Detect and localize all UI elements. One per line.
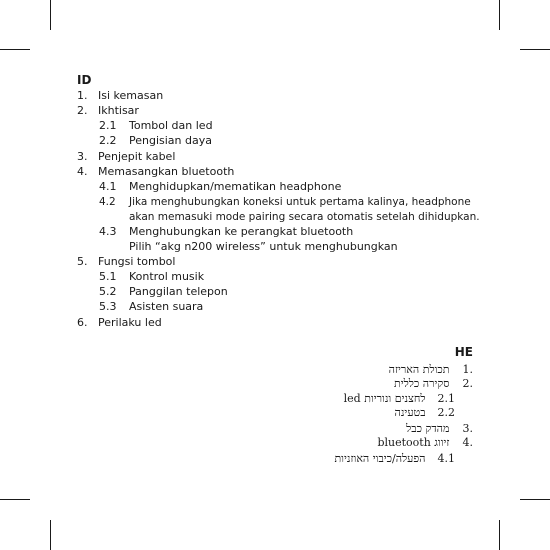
toc-text: Menghubungkan ke perangkat bluetooth xyxy=(129,225,354,238)
toc-text: Jika menghubungkan koneksi untuk pertama kalinya, headphone xyxy=(129,196,471,208)
toc-number: 5.3 xyxy=(99,300,117,313)
toc-number: 5.2 xyxy=(99,285,117,298)
toc-number: .1 xyxy=(462,363,473,376)
toc-text: Penjepit kabel xyxy=(98,150,176,163)
toc-text: Pilih “akg n200 wireless” untuk menghubungkan xyxy=(129,240,398,253)
he-toc-item-2-2 xyxy=(395,406,455,420)
toc-text: Asisten suara xyxy=(129,300,204,313)
crop-mark-right-bottom xyxy=(520,499,550,500)
toc-text: לחצנים ונוריות led xyxy=(343,392,426,405)
toc-number: 2.1 xyxy=(99,119,117,132)
toc-text: Pengisian daya xyxy=(129,134,212,147)
toc-text: Kontrol musik xyxy=(129,270,205,283)
toc-text: Memasangkan bluetooth xyxy=(98,165,235,178)
toc-number: 2.2 xyxy=(437,406,455,419)
toc-text: מהדק כבל xyxy=(406,422,450,435)
toc-number: 4. xyxy=(77,165,88,178)
crop-mark-right-top xyxy=(520,49,550,50)
he-toc-item-1 xyxy=(389,363,473,377)
toc-number: 2. xyxy=(77,104,88,117)
toc-text: תכולת האריזה xyxy=(388,363,450,376)
toc-number: 2.2 xyxy=(99,134,117,147)
toc-text: סקירה כללית xyxy=(393,377,450,390)
toc-text: Ikhtisar xyxy=(98,104,139,117)
toc-number: .3 xyxy=(462,422,473,435)
toc-number: 4.2 xyxy=(99,196,116,208)
crop-mark-top-right xyxy=(499,0,500,30)
he-toc-item-2-1 xyxy=(344,392,455,406)
toc-number: 4.1 xyxy=(437,452,455,465)
toc-text: Fungsi tombol xyxy=(98,255,176,268)
he-toc-item-3 xyxy=(406,422,473,436)
crop-mark-bottom-right xyxy=(499,520,500,550)
toc-text: Menghidupkan/mematikan headphone xyxy=(129,180,342,193)
crop-mark-left-bottom xyxy=(0,499,30,500)
crop-mark-bottom-left xyxy=(50,520,51,550)
he-toc-item-4-1 xyxy=(334,452,455,466)
toc-text: Isi kemasan xyxy=(98,89,164,102)
toc-number: .4 xyxy=(462,436,473,449)
toc-text: Perilaku led xyxy=(98,316,162,329)
toc-number: .2 xyxy=(462,377,473,390)
toc-number: 6. xyxy=(77,316,88,329)
toc-text: Panggilan telepon xyxy=(129,285,228,298)
section-heading-id: ID xyxy=(77,73,92,87)
toc-text: זיווג bluetooth xyxy=(377,436,450,449)
crop-mark-top-left xyxy=(50,0,51,30)
toc-number: 1. xyxy=(77,89,88,102)
he-toc-item-2 xyxy=(394,377,473,391)
toc-number: 5. xyxy=(77,255,88,268)
toc-number: 4.1 xyxy=(99,180,117,193)
he-toc-item-4 xyxy=(377,436,473,450)
toc-text: הפעלה/כיבוי האוזניות xyxy=(334,452,426,465)
toc-number: 2.1 xyxy=(437,392,455,405)
toc-text: akan memasuki mode pairing secara otomatis setelah dihidupkan. xyxy=(129,211,480,223)
section-heading-he: HE xyxy=(454,345,473,359)
toc-text: בטעינה xyxy=(394,406,426,419)
toc-number: 3. xyxy=(77,150,88,163)
toc-number: 5.1 xyxy=(99,270,117,283)
crop-mark-left-top xyxy=(0,49,30,50)
toc-number: 4.3 xyxy=(99,225,117,238)
toc-text: Tombol dan led xyxy=(129,119,213,132)
